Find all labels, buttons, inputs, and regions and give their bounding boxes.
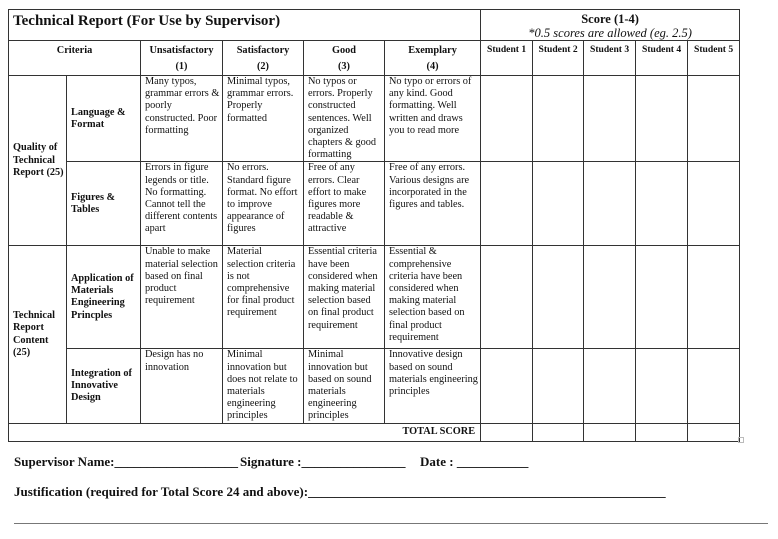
- justification-field[interactable]: Justification (required for Total Score 24 and above):_______________________________________________________: [14, 484, 666, 499]
- total-row: [9, 423, 740, 441]
- descriptor: Free of any errors. Various designs are incorporated in the figures and tables.: [385, 162, 481, 246]
- descriptor: Errors in figure legends or title. No formatting. Cannot tell the different contents apart: [141, 162, 223, 246]
- student-header-1: Student 1: [481, 41, 533, 76]
- report-title: Technical Report (For Use by Supervisor): [9, 10, 481, 41]
- score-cell[interactable]: [481, 246, 533, 349]
- score-cell[interactable]: [481, 349, 533, 423]
- table-row: [9, 76, 740, 162]
- score-cell[interactable]: [481, 76, 533, 162]
- score-cell[interactable]: [584, 76, 636, 162]
- criterion-language-format: Language & Format: [67, 76, 141, 162]
- table-row: [9, 349, 740, 423]
- score-header: [481, 10, 740, 41]
- score-cell[interactable]: [533, 76, 584, 162]
- student-header-2: Student 2: [533, 41, 584, 76]
- descriptor: Essential criteria have been considered when making material selection based on final product requirement: [304, 246, 385, 349]
- table-row: [9, 246, 740, 349]
- criterion-figures-tables: Figures & Tables: [67, 162, 141, 246]
- score-cell[interactable]: [584, 246, 636, 349]
- total-score-cell[interactable]: [688, 423, 740, 441]
- score-cell[interactable]: [636, 349, 688, 423]
- group-label-content: Technical Report Content (25): [9, 246, 67, 423]
- total-score-cell[interactable]: [481, 423, 533, 441]
- student-header-3: Student 3: [584, 41, 636, 76]
- score-cell[interactable]: [688, 76, 740, 162]
- score-cell[interactable]: [584, 349, 636, 423]
- level-header-satisfactory: Satisfactory (2): [223, 41, 304, 76]
- score-cell[interactable]: [533, 349, 584, 423]
- criterion-innovation: Integration of Innovative Design: [67, 349, 141, 423]
- score-cell[interactable]: [481, 162, 533, 246]
- score-note: *0.5 scores are allowed (eg. 2.5): [528, 26, 692, 40]
- score-cell[interactable]: [688, 246, 740, 349]
- signature-field[interactable]: Signature :________________: [240, 454, 406, 469]
- descriptor: No errors. Standard figure format. No effort to improve appearance of figures: [223, 162, 304, 246]
- supervisor-name-field[interactable]: Supervisor Name:___________________: [14, 454, 239, 469]
- justification-line[interactable]: [14, 523, 768, 524]
- table-resize-handle: [738, 437, 744, 443]
- table-row: [9, 162, 740, 246]
- total-score-cell[interactable]: [533, 423, 584, 441]
- descriptor: Essential & comprehensive criteria have been considered when making material selection based on final product requirement: [385, 246, 481, 349]
- descriptor: Unable to make material selection based on final product requirement: [141, 246, 223, 349]
- descriptor: No typos or errors. Properly constructed sentences. Well organized chapters & good formatting: [304, 76, 385, 162]
- score-cell[interactable]: [533, 246, 584, 349]
- score-cell[interactable]: [533, 162, 584, 246]
- descriptor: No typo or errors of any kind. Good formatting. Well written and draws you to read more: [385, 76, 481, 162]
- descriptor: Design has no innovation: [141, 349, 223, 423]
- student-header-4: Student 4: [636, 41, 688, 76]
- descriptor: Many typos, grammar errors & poorly constructed. Poor formatting: [141, 76, 223, 162]
- rubric-table: [8, 9, 740, 442]
- descriptor: Free of any errors. Clear effort to make figures more readable & attractive: [304, 162, 385, 246]
- score-cell[interactable]: [636, 76, 688, 162]
- date-field[interactable]: Date : ___________: [420, 454, 529, 469]
- group-label-quality: Quality of Technical Report (25): [9, 76, 67, 246]
- descriptor: Minimal typos, grammar errors. Properly formatted: [223, 76, 304, 162]
- score-range: Score (1-4): [581, 12, 639, 26]
- level-header-exemplary: Exemplary (4): [385, 41, 481, 76]
- descriptor: Minimal innovation but does not relate to materials engineering principles: [223, 349, 304, 423]
- criterion-application: Application of Materials Engineering Princples: [67, 246, 141, 349]
- total-score-cell[interactable]: [636, 423, 688, 441]
- score-cell[interactable]: [636, 162, 688, 246]
- criteria-header: Criteria: [9, 41, 141, 76]
- total-score-cell[interactable]: [584, 423, 636, 441]
- descriptor: Minimal innovation but based on sound materials engineering principles: [304, 349, 385, 423]
- descriptor: Innovative design based on sound materials engineering principles: [385, 349, 481, 423]
- student-header-5: Student 5: [688, 41, 740, 76]
- score-cell[interactable]: [636, 246, 688, 349]
- score-cell[interactable]: [688, 349, 740, 423]
- level-header-unsatisfactory: Unsatisfactory (1): [141, 41, 223, 76]
- score-cell[interactable]: [688, 162, 740, 246]
- level-header-good: Good (3): [304, 41, 385, 76]
- score-cell[interactable]: [584, 162, 636, 246]
- descriptor: Material selection criteria is not comprehensive for final product requirement: [223, 246, 304, 349]
- total-score-label: TOTAL SCORE: [9, 423, 481, 441]
